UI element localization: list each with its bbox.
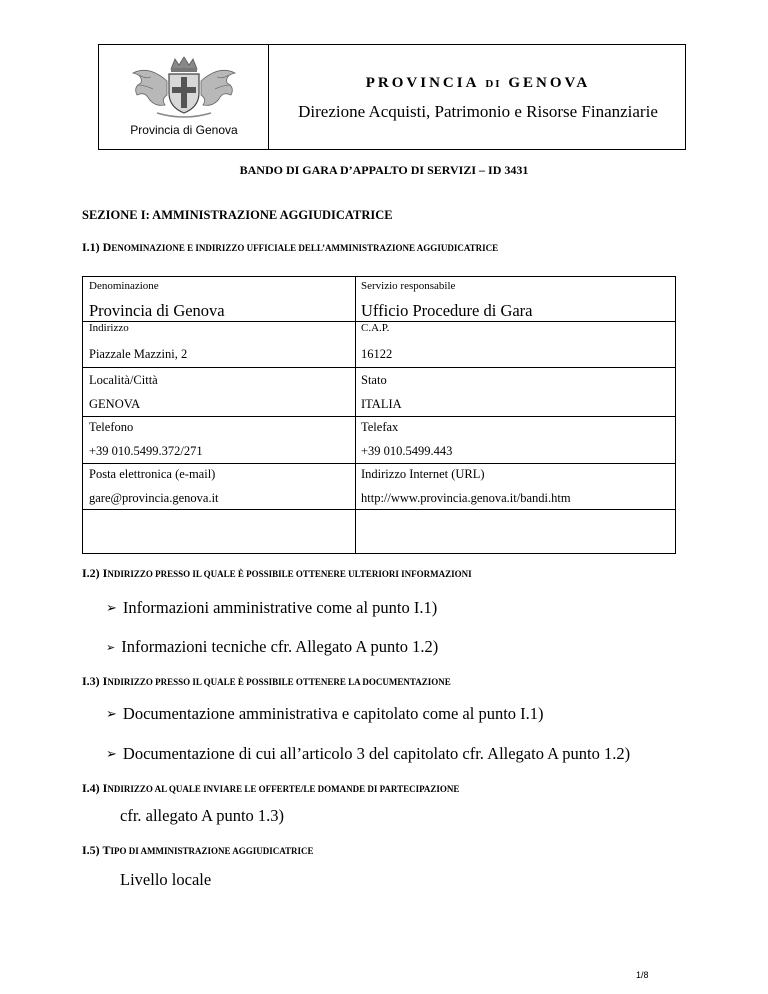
coat-of-arms-logo [127,55,241,121]
section-title: SEZIONE I: AMMINISTRAZIONE AGGIUDICATRICE [82,208,393,222]
logo-caption: Provincia di Genova [130,123,238,137]
subheading-num: I.2) I [82,566,108,580]
table-row-divider [83,416,675,417]
bullet-item [106,637,438,657]
subheading-i5 [82,843,314,858]
subheading-text: IPO DI AMMINISTRAZIONE AGGIUDICATRICE [110,846,314,856]
arrow-bullet-icon: ➢ [106,641,116,654]
bullet-item [106,704,544,724]
cap-label: C.A.P. [361,322,390,334]
subheading-text: NDIRIZZO AL QUALE INVIARE LE OFFERTE/LE DOMANDE DI PARTECIPAZIONE [107,784,460,794]
table-row-divider [83,509,675,510]
bullet-text: Informazioni amministrative come al punto I.1) [122,598,438,617]
subheading-i4 [82,781,459,796]
org-title-main-2: GENOVA [508,75,591,91]
table-column-divider [355,277,356,553]
arrow-bullet-icon: ➢ [106,747,117,762]
table-row-divider [83,463,675,464]
subheading-i1 [82,240,498,255]
table-row-divider [83,367,675,368]
email-value: gare@provincia.genova.it [89,491,219,505]
telefax-label: Telefax [361,420,399,434]
indirizzo-value: Piazzale Mazzini, 2 [89,347,188,361]
telefax-value: +39 010.5499.443 [361,444,453,458]
subheading-num: I.1) D [82,240,112,254]
org-title-small: DI [485,78,502,90]
localita-label: Località/Città [89,373,158,387]
page-number: 1/8 [636,970,649,980]
stato-value: ITALIA [361,397,402,411]
subheading-num: I.3) I [82,674,108,688]
cap-value: 16122 [361,347,393,361]
servizio-label: Servizio responsabile [361,280,456,292]
indirizzo-label: Indirizzo [89,322,129,334]
bullet-item [106,598,437,618]
subheading-num: I.4) I [82,781,108,795]
logo-cell [99,45,269,149]
arrow-bullet-icon: ➢ [106,601,117,616]
telefono-value: +39 010.5499.372/271 [89,444,203,458]
denominazione-value: Provincia di Genova [89,301,225,320]
bullet-text: Documentazione di cui all’articolo 3 del capitolato cfr. Allegato A punto 1.2) [122,744,631,763]
bullet-item [106,744,630,764]
url-label: Indirizzo Internet (URL) [361,467,485,481]
url-value: http://www.provincia.genova.it/bandi.htm [361,491,571,505]
sub4-text: cfr. allegato A punto 1.3) [120,806,285,825]
stato-label: Stato [361,373,387,387]
subheading-text: ENOMINAZIONE E INDIRIZZO UFFICIALE DELL’AMMINISTRAZIONE AGGIUDICATRICE [111,243,499,253]
subheading-text: NDIRIZZO PRESSO IL QUALE È POSSIBILE OTTENERE ULTERIORI INFORMAZIONI [107,569,472,579]
denominazione-label: Denominazione [89,280,159,292]
subheading-i3 [82,674,451,689]
org-title-main: PROVINCIA [365,75,479,91]
subheading-text: NDIRIZZO PRESSO IL QUALE È POSSIBILE OTTENERE LA DOCUMENTAZIONE [107,677,451,687]
org-title [269,75,687,92]
sub5-text: Livello locale [120,870,212,889]
servizio-value: Ufficio Procedure di Gara [361,301,533,320]
email-label: Posta elettronica (e-mail) [89,467,216,481]
localita-value: GENOVA [89,397,141,411]
bullet-text: Documentazione amministrativa e capitolato come al punto I.1) [122,704,544,723]
arrow-bullet-icon: ➢ [106,707,117,722]
telefono-label: Telefono [89,420,134,434]
bando-title: BANDO DI GARA D’APPALTO DI SERVIZI – ID 3431 [239,163,529,177]
subheading-i2 [82,566,472,581]
contact-table [82,276,676,554]
org-subtitle: Direzione Acquisti, Patrimonio e Risorse Finanziarie [298,102,658,121]
bullet-text: Informazioni tecniche cfr. Allegato A punto 1.2) [121,637,439,656]
header-box [98,44,686,150]
subheading-num: I.5) T [82,843,111,857]
